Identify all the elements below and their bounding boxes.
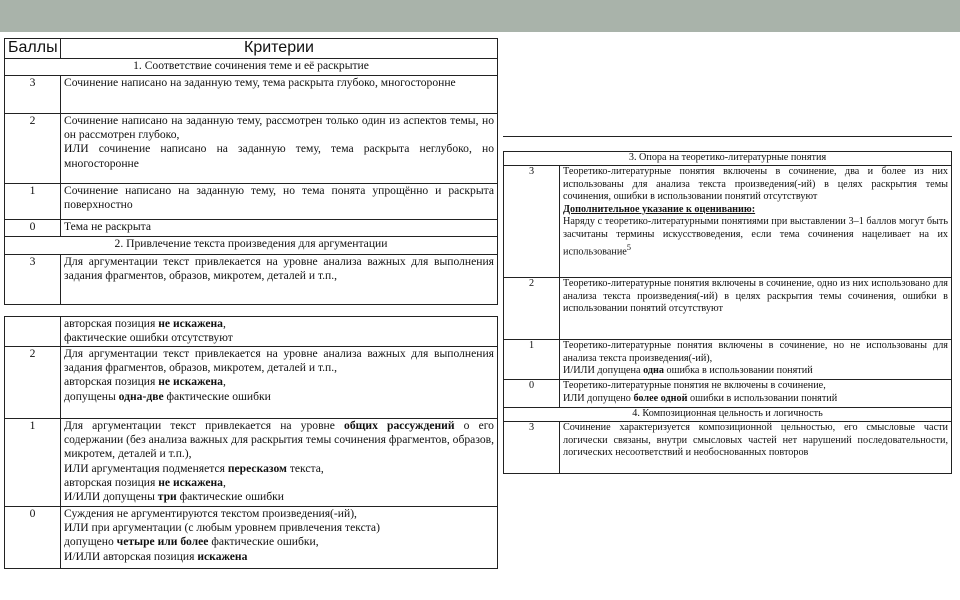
criterion-text: Для аргументации текст привлекается на уровне анализа важных для выполнения задания фрагментов, образов, микротем, деталей и т.п.,	[61, 255, 498, 305]
score-cell: 0	[5, 220, 61, 237]
scan-fragment-criteria-3-4	[503, 136, 952, 474]
slide-top-bar	[0, 0, 960, 32]
criterion-text	[61, 114, 498, 184]
criterion-text: Тема не раскрыта	[61, 220, 498, 237]
score-cell: 1	[504, 340, 560, 380]
score-cell: 0	[504, 380, 560, 408]
section-title: 3. Опора на теоретико-литературные понятия	[504, 152, 952, 166]
score-cell: 0	[5, 507, 61, 569]
score-cell: 3	[504, 422, 560, 474]
scan-fragment-criteria-2-cont	[4, 316, 498, 572]
footnote-mark: 5	[626, 242, 632, 252]
section-title: 4. Композиционная цельность и логичность	[504, 408, 952, 422]
score-cell: 1	[5, 184, 61, 220]
criterion-text: авторская позиция не искажена, фактические ошибки отсутствуют	[61, 317, 498, 347]
score-cell: 2	[5, 114, 61, 184]
header-score: Баллы	[5, 39, 61, 59]
criterion-text: Для аргументации текст привлекается на уровне анализа важных для выполнения задания фрагментов, образов, микротем, деталей и т.п., авторская позиция не искажена, допущены одна-две фактические ошибки	[61, 347, 498, 419]
score-cell: 3	[504, 166, 560, 278]
note-title: Дополнительное указание к оцениванию:	[563, 203, 756, 215]
criterion-text: Суждения не аргументируются текстом произведения(-ий), ИЛИ при аргументации (с любым уровнем привлечения текста) допущено четыре или более фактические ошибки, И/ИЛИ авторская позиция искажена	[61, 507, 498, 569]
criterion-text: Теоретико-литературные понятия включены в сочинение, но не использованы для анализа текста произведения(-ий), И/ИЛИ допущена одна ошибка в использовании понятий	[560, 340, 952, 380]
criterion-line: ИЛИ сочинение написано на заданную тему, тема раскрыта неглубоко, но многосторонне	[64, 142, 494, 170]
criterion-text: Сочинение написано на заданную тему, но тема понята упрощённо и раскрыта поверхностно	[61, 184, 498, 220]
header-criteria: Критерии	[61, 39, 498, 59]
score-cell: 2	[504, 278, 560, 340]
score-cell: 3	[5, 76, 61, 114]
section-title: 2. Привлечение текста произведения для аргументации	[5, 237, 498, 255]
criterion-text: Теоретико-литературные понятия включены в сочинение, два и более из них использованы для анализа текста произведения(-ий) в целях раскрытия темы сочинения, ошибки в использовании понятий отсутствуют Дополнительное указание к оцениванию: Наряду с теоретико-литературными понятиями при выставлении 3–1 баллов могут быть засчитаны термины искусствоведения, если тема сочинения нацеливает на их использование$^5$	[560, 166, 952, 278]
note-text: Наряду с теоретико-литературными понятиями при выставлении 3–1 баллов могут быть засчитаны термины искусствоведения, если тема сочинения нацеливает на их использование	[563, 216, 948, 258]
criterion-text: Сочинение написано на заданную тему, тема раскрыта глубоко, многосторонне	[61, 76, 498, 114]
score-cell: 3	[5, 255, 61, 305]
criterion-text: Теоретико-литературные понятия не включены в сочинение, ИЛИ допущено более одной ошибки в использовании понятий	[560, 380, 952, 408]
criteria-table-part1	[4, 38, 498, 305]
score-cell: 1	[5, 419, 61, 507]
criterion-text: Для аргументации текст привлекается на уровне общих рассуждений о его содержании (без анализа важных для раскрытия темы сочинения фрагментов, образов, микротем, деталей и т.п.), ИЛИ аргументация подменяется пересказом текста, авторская позиция не искажена, И/ИЛИ допущены три фактические ошибки	[61, 419, 498, 507]
criteria-table-part2	[4, 316, 498, 569]
criterion-line: Сочинение написано на заданную тему, рассмотрен только один из аспектов темы, но он рассмотрен глубоко,	[64, 114, 494, 142]
criteria-table-part3	[503, 151, 952, 474]
score-cell: 2	[5, 347, 61, 419]
section-title: 1. Соответствие сочинения теме и её раскрытие	[5, 59, 498, 76]
criterion-text: Теоретико-литературные понятия включены в сочинение, одно из них использовано для анализа текста произведения(-ий) в целях раскрытия темы сочинения, ошибки в использовании понятий отсутствуют	[560, 278, 952, 340]
scan-fragment-criteria-1-2	[4, 38, 498, 314]
criterion-text: Сочинение характеризуется композиционной цельностью, его смысловые части логически связаны, внутри смысловых частей нет нарушений последовательности, логических несоответствий и необоснованных повторов	[560, 422, 952, 474]
